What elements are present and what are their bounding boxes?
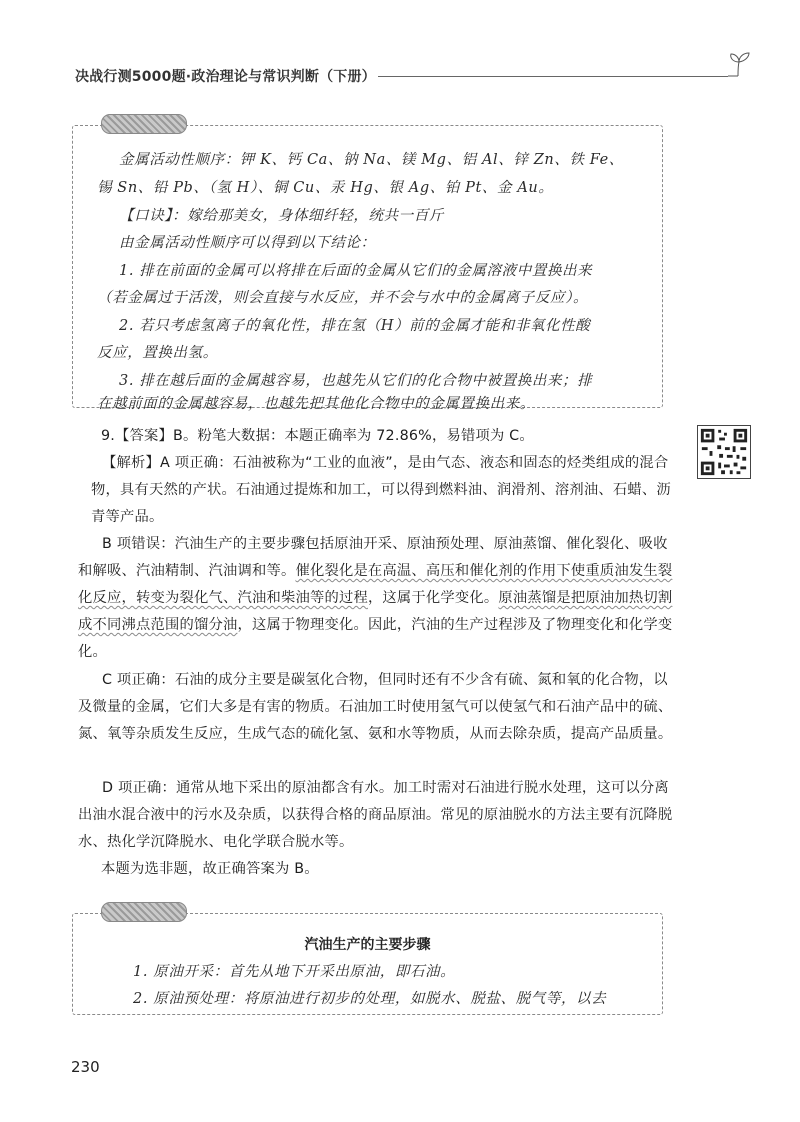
box-title: 汽油生产的主要步骤 [304, 937, 431, 953]
page-number: 230 [71, 1058, 100, 1076]
analysis-b-part2: ，这属于化学变化。 [367, 590, 499, 606]
analysis-a-text: 【解析】A 项正确：石油被称为“工业的血液”，是由气态、液态和固态的烃类组成的混合物，具有天然的产状。石油通过提炼和加工，可以得到燃料油、润滑剂、溶剂油、石蜡、沥青等产品。 [91, 455, 671, 525]
note-line: 金属活动性顺序：钾 K、钙 Ca、钠 Na、镁 Mg、铝 Al、锌 Zn、铁 Fe、 [119, 152, 624, 168]
analysis-c [78, 667, 678, 748]
metal-activity-note-box [72, 125, 663, 412]
qr-code-icon[interactable] [697, 425, 751, 479]
analysis-c-text: C 项正确：石油的成分主要是碳氢化合物，但同时还有不少含有硫、氮和氧的化合物，以及微量的金属，它们大多是有害的物质。石油加工时使用氢气可以使氢气和石油产品中的硫、氮、氧等杂质发生反应，生成气态的硫化氢、氨和水等物质，从而去除杂质，提高产品质量。 [78, 672, 673, 742]
note-line: 反应，置换出氢。 [97, 345, 218, 361]
note-line: 【口诀】：嫁给那美女，身体细纤轻，统共一百斤 [119, 208, 444, 224]
note-line: 在越前面的金属越容易，也越先把其他化合物中的金属置换出来。 [97, 396, 535, 412]
book-title: 决战行测5000题·政治理论与常识判断（下册） [75, 69, 376, 85]
analysis-d [78, 775, 678, 856]
conclusion-text: 本题为选非题，故正确答案为 B。 [101, 861, 319, 877]
analysis-b-part1: B 项错误：汽油生产的主要步骤包括原油开采、原油预处理、原油蒸馏、催化裂化、吸收和解吸、汽油精制、汽油调和等。 [78, 536, 668, 579]
note-line: 2. 若只考虑氢离子的氧化性，排在氢（H）前的金属才能和非氧化性酸 [119, 318, 591, 334]
answer-line: 9.【答案】B。粉笔大数据：本题正确率为 72.86%，易错项为 C。 [101, 428, 534, 444]
analysis-d-text: D 项正确：通常从地下采出的原油都含有水。加工时需对石油进行脱水处理，这可以分离出油水混合液中的污水及杂质，以获得合格的商品原油。常见的原油脱水的方法主要有沉降脱水、热化学沉降脱水、电化学联合脱水等。 [78, 780, 673, 850]
step-line: 2. 原油预处理：将原油进行初步的处理，如脱水、脱盐、脱气等，以去 [133, 991, 607, 1007]
note-badge-icon [101, 114, 187, 134]
note-line: 由金属活动性顺序可以得到以下结论： [119, 235, 376, 251]
conclusion [101, 856, 666, 883]
note-line: 锡 Sn、铅 Pb、（氢 H）、铜 Cu、汞 Hg、银 Ag、铂 Pt、金 Au。 [97, 180, 554, 196]
note-line: 1. 排在前面的金属可以将排在后面的金属从它们的金属溶液中置换出来 [119, 263, 593, 279]
step-line: 1. 原油开采：首先从地下开采出原油，即石油。 [133, 964, 456, 980]
header-rule [378, 76, 728, 77]
sprout-icon [724, 52, 754, 80]
gasoline-steps-box [72, 913, 663, 1015]
analysis-b-highlight1: 催化裂化是在高温、高压和催化剂的作用下使重质油发生裂化反应，转变为裂化气、汽油和柴油等的过程 [78, 563, 673, 606]
note-badge-icon [101, 902, 187, 922]
note-line: （若金属过于活泼，则会直接与水反应，并不会与水中的金属离子反应）。 [97, 290, 589, 306]
analysis-b [78, 531, 678, 666]
analysis-b-part3: ，这属于物理变化。因此，汽油的生产过程涉及了物理变化和化学变化。 [78, 617, 673, 660]
note-line: 3. 排在越后面的金属越容易，也越先从它们的化合物中被置换出来；排 [119, 373, 593, 389]
analysis-a [91, 450, 676, 531]
analysis-b-highlight2: 原油蒸馏是把原油加热切割成不同沸点范围的馏分油 [78, 590, 673, 633]
answer-section [101, 423, 666, 450]
